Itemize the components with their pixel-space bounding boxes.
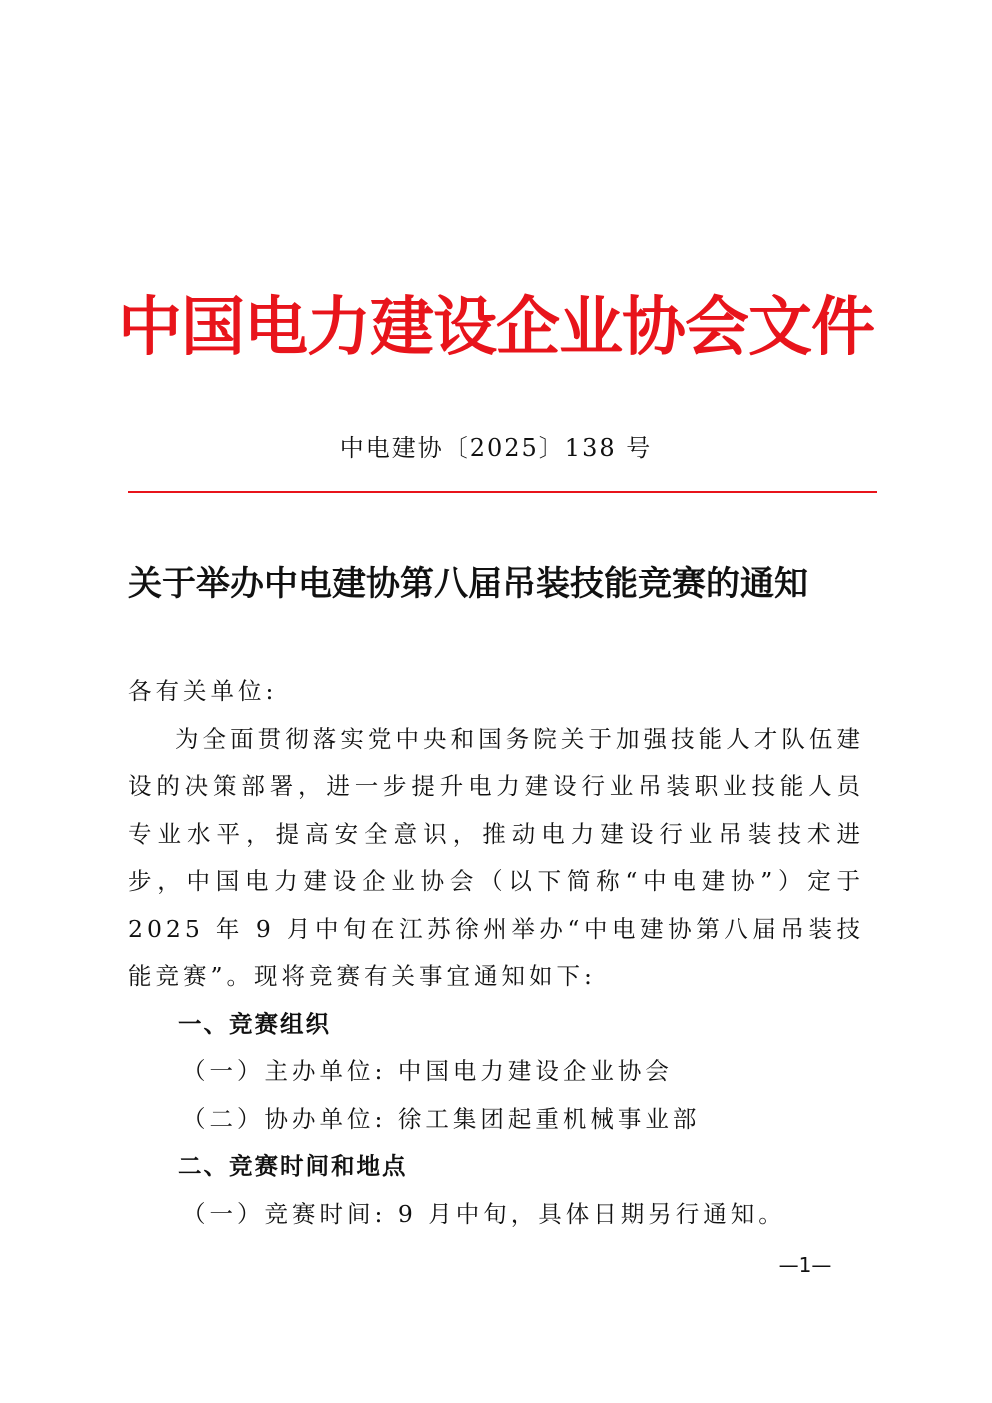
document-body — [128, 668, 864, 1238]
masthead-title: 中国电力建设企业协会文件 — [118, 290, 874, 365]
document-title: 关于举办中电建协第八届吊装技能竞赛的通知 — [128, 564, 808, 604]
salutation: 各有关单位: — [128, 677, 278, 705]
section-heading-organization: 一、竞赛组织 — [178, 1009, 331, 1038]
page-number: —1— — [778, 1253, 832, 1277]
co-organizer-item: （二）协办单位: 徐工集团起重机械事业部 — [182, 1104, 701, 1133]
red-divider-line — [128, 491, 877, 493]
competition-time-item: （一）竞赛时间: 9 月中旬，具体日期另行通知。 — [182, 1199, 786, 1228]
section-heading-time-place: 二、竞赛时间和地点 — [178, 1152, 408, 1180]
organizer-item: （一）主办单位: 中国电力建设企业协会 — [182, 1057, 673, 1085]
intro-paragraph: 为全面贯彻落实党中央和国务院关于加强技能人才队伍建设的决策部署，进一步提升电力建设行业吊装职业技能人员专业水平，提高安全意识，推动电力建设行业吊装技术进步，中国电力建设企业协会（以下简称“中电建协”）定于 2025 年 9 月中旬在江苏徐州举办“中电建协第八届吊装技能竞赛”。现将竞赛有关事宜通知如下: — [128, 724, 864, 990]
document-number: 中电建协〔2025〕138 号 — [339, 434, 653, 462]
